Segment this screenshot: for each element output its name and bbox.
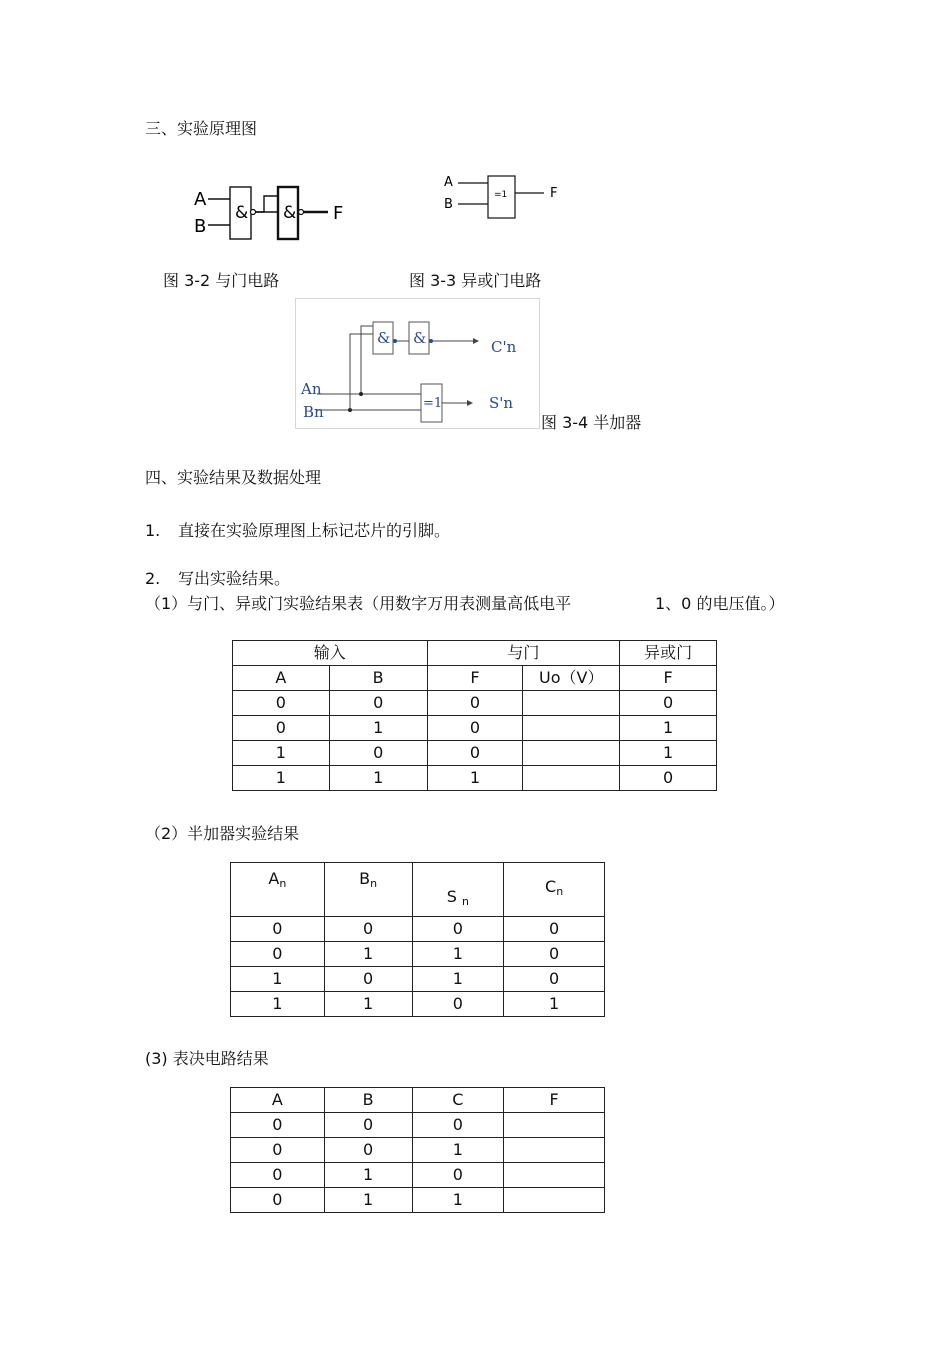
- fig32-gate1-label: &: [235, 203, 249, 223]
- table-cell: 0: [233, 691, 330, 716]
- table-row: [233, 716, 717, 741]
- fig34-gate3-label: =1: [423, 396, 443, 411]
- table-cell: 1: [412, 1188, 504, 1213]
- table-row: [231, 1138, 605, 1163]
- fig34-gate2-label: &: [413, 329, 427, 347]
- table-row: [231, 942, 605, 967]
- table-cell: 0: [231, 1188, 325, 1213]
- table3-col-c: C: [412, 1088, 504, 1113]
- table-cell: [504, 1113, 605, 1138]
- table-cell: 0: [427, 691, 523, 716]
- table3-voting-circuit-results: [230, 1087, 605, 1213]
- table1-col-b: B: [329, 666, 427, 691]
- table3-col-b: B: [324, 1088, 412, 1113]
- table-cell: 1: [233, 741, 330, 766]
- table-row: [231, 917, 605, 942]
- table2-col-cn: $C_n$: [504, 863, 605, 917]
- fig32-output-f: F: [333, 203, 344, 224]
- table1-header-row: [233, 666, 717, 691]
- table-cell: 1: [427, 766, 523, 791]
- fig-3-3-diagram: [440, 170, 570, 225]
- table-cell: [504, 1163, 605, 1188]
- table-row: [231, 1188, 605, 1213]
- table2-col-an: $A_n$: [231, 863, 325, 917]
- table-cell: 1: [504, 992, 605, 1017]
- table-cell: 1: [412, 1138, 504, 1163]
- table-cell: 0: [233, 716, 330, 741]
- table-cell: 0: [412, 992, 504, 1017]
- table-cell: 0: [329, 691, 427, 716]
- fig33-input-b: B: [444, 197, 453, 212]
- table2-header-row: [231, 863, 605, 917]
- table-cell: 0: [324, 1138, 412, 1163]
- table1-group-and: 与门: [427, 641, 620, 666]
- table-cell: 0: [504, 967, 605, 992]
- table1-group-header-row: [233, 641, 717, 666]
- table1-col-xor-f: F: [620, 666, 717, 691]
- table-cell: [523, 766, 620, 791]
- table-cell: 0: [504, 917, 605, 942]
- table-cell: 1: [324, 1188, 412, 1213]
- fig34-input-b: Bn: [303, 403, 324, 421]
- fig34-input-a: An: [301, 380, 322, 398]
- fig32-caption: 图 3-2 与门电路: [163, 271, 280, 290]
- fig32-input-a: A: [194, 189, 207, 210]
- fig34-gate1-label: &: [377, 329, 391, 347]
- table-row: [233, 766, 717, 791]
- table1-and-xor-results: [232, 640, 717, 791]
- table2-col-sn: S $_n$: [412, 863, 504, 917]
- sub1-tail: 1、0 的电压值。）: [655, 594, 785, 613]
- table-cell: 0: [412, 917, 504, 942]
- table-cell: 0: [620, 766, 717, 791]
- table2-half-adder-results: [230, 862, 605, 1017]
- fig33-input-a: A: [444, 175, 453, 190]
- table3-header-row: [231, 1088, 605, 1113]
- table-row: [231, 967, 605, 992]
- sub2-text: （2）半加器实验结果: [145, 824, 300, 843]
- table-cell: [523, 716, 620, 741]
- table-cell: 1: [233, 766, 330, 791]
- table1-group-xor: 异或门: [620, 641, 717, 666]
- table-cell: 0: [329, 741, 427, 766]
- table-cell: 1: [231, 992, 325, 1017]
- table-cell: 0: [427, 741, 523, 766]
- table-cell: 1: [620, 741, 717, 766]
- fig32-input-b: B: [194, 216, 207, 237]
- table-cell: 0: [231, 917, 325, 942]
- table-cell: 1: [329, 766, 427, 791]
- table-cell: 1: [620, 716, 717, 741]
- table-cell: 0: [231, 1113, 325, 1138]
- table-cell: 1: [324, 992, 412, 1017]
- table-cell: 1: [412, 942, 504, 967]
- sub1-text: （1）与门、异或门实验结果表（用数字万用表测量高低电平: [145, 594, 572, 613]
- table2-col-bn: $B_n$: [324, 863, 412, 917]
- table-cell: 1: [412, 967, 504, 992]
- table1-col-a: A: [233, 666, 330, 691]
- fig33-gate-label: =1: [494, 190, 508, 200]
- table-cell: 1: [329, 716, 427, 741]
- table-cell: 0: [412, 1113, 504, 1138]
- table1-col-uo: Uo（V）: [523, 666, 620, 691]
- section3-heading: 三、实验原理图: [145, 119, 258, 138]
- table-cell: [523, 691, 620, 716]
- table-cell: 0: [412, 1163, 504, 1188]
- fig-3-2-diagram: [190, 180, 360, 250]
- section4-heading: 四、实验结果及数据处理: [145, 468, 322, 487]
- fig34-output-c: C'n: [491, 338, 517, 356]
- fig-3-4-diagram: [295, 298, 541, 430]
- table-cell: 0: [231, 942, 325, 967]
- table-row: [231, 992, 605, 1017]
- table1-group-input: 输入: [233, 641, 428, 666]
- item2-text: 写出实验结果。: [178, 569, 291, 588]
- table-row: [231, 1113, 605, 1138]
- item2-number: 2.: [145, 569, 161, 588]
- fig33-caption: 图 3-3 异或门电路: [409, 271, 542, 290]
- fig34-output-s: S'n: [489, 394, 514, 412]
- table-cell: 0: [231, 1163, 325, 1188]
- fig34-caption: 图 3-4 半加器: [541, 413, 642, 432]
- table-row: [231, 1163, 605, 1188]
- table3-col-a: A: [231, 1088, 325, 1113]
- table-cell: 0: [620, 691, 717, 716]
- table-row: [233, 741, 717, 766]
- item1-text: 直接在实验原理图上标记芯片的引脚。: [178, 521, 451, 540]
- table-cell: 0: [324, 1113, 412, 1138]
- table-cell: 0: [231, 1138, 325, 1163]
- table1-col-f: F: [427, 666, 523, 691]
- table-cell: [504, 1138, 605, 1163]
- table-cell: 1: [324, 1163, 412, 1188]
- table-cell: [504, 1188, 605, 1213]
- fig32-gate2-label: &: [283, 203, 297, 223]
- table3-col-f: F: [504, 1088, 605, 1113]
- table-row: [233, 691, 717, 716]
- table-cell: 0: [324, 917, 412, 942]
- fig33-output-f: F: [550, 186, 558, 201]
- table-cell: 0: [427, 716, 523, 741]
- item1-number: 1.: [145, 521, 161, 540]
- table-cell: 0: [504, 942, 605, 967]
- table-cell: 1: [324, 942, 412, 967]
- table-cell: 0: [324, 967, 412, 992]
- table-cell: 1: [231, 967, 325, 992]
- table-cell: [523, 741, 620, 766]
- sub3-text: (3) 表决电路结果: [145, 1049, 269, 1068]
